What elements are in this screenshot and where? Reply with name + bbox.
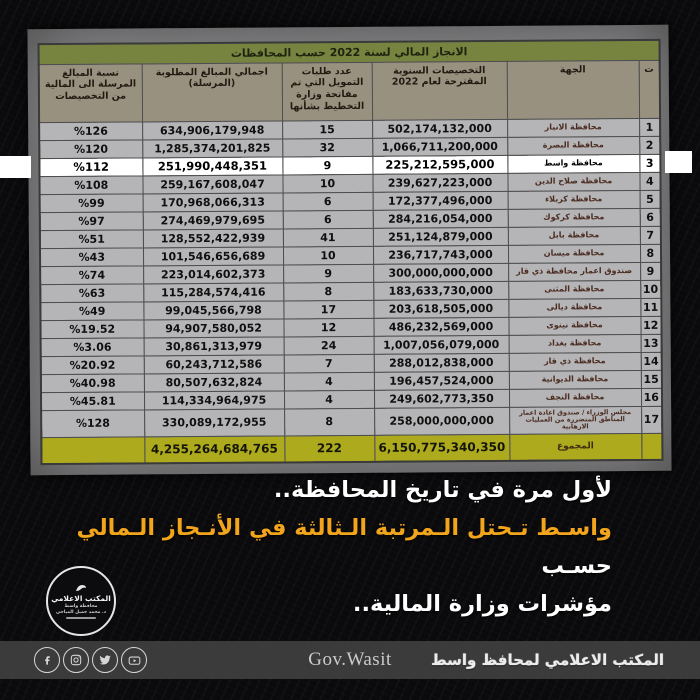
cell-entity: محافظة بابل	[508, 226, 640, 245]
cell-annual: 502,174,132,000	[372, 119, 507, 138]
cell-entity: محافظة كربلاء	[508, 190, 640, 209]
caption-line-2-rest: حسـب	[541, 553, 612, 579]
cell-sent: 30,861,313,979	[144, 336, 284, 355]
col-header-no: ت	[639, 60, 660, 118]
total-label: المجموع	[509, 433, 641, 461]
cell-entity: محافظة ذي قار	[509, 352, 641, 371]
cell-sent: 115,284,574,416	[143, 282, 283, 301]
col-header-requests: عدد طلبات التمويل التي تم مفاتحة وزارة التخطيط بشأنها	[282, 62, 372, 121]
cell-entity: محافظة النجف	[509, 388, 641, 407]
table-body	[39, 118, 662, 437]
cell-sent: 101,546,656,689	[143, 246, 283, 265]
cell-pct: %97	[40, 211, 143, 230]
cell-no: 2	[639, 136, 660, 154]
table-photo	[27, 25, 671, 475]
cell-requests: 6	[283, 210, 373, 229]
cell-requests: 41	[283, 228, 373, 247]
cell-pct: %45.81	[41, 391, 144, 410]
caption-line-1: لأول مرة في تاريخ المحافظة..	[273, 477, 612, 503]
cell-requests: 10	[282, 174, 372, 193]
cell-sent: 99,045,566,798	[143, 300, 283, 319]
cell-annual: 300,000,000,000	[373, 263, 508, 282]
cell-requests: 4	[284, 372, 374, 391]
total-annual: 6,150,775,340,350	[374, 434, 509, 462]
total-pct	[41, 436, 144, 464]
cell-entity: صندوق اعمار محافظة ذي قار	[508, 262, 640, 281]
cell-annual: 1,066,711,200,000	[372, 137, 507, 156]
cell-pct: %128	[41, 409, 144, 437]
table-title: الانجاز المالي لسنة 2022 حسب المحافظات	[39, 40, 660, 64]
cell-pct: %120	[39, 139, 142, 158]
cell-pct: %20.92	[41, 355, 144, 374]
cell-annual: 251,124,879,000	[373, 227, 508, 246]
cell-requests: 6	[283, 192, 373, 211]
cell-no: 10	[640, 280, 661, 298]
cell-entity: محافظة الديوانية	[509, 370, 641, 389]
cell-entity: محافظة نينوى	[508, 316, 640, 335]
table-row	[41, 406, 662, 437]
cell-annual: 249,602,773,350	[374, 389, 509, 408]
cell-annual: 236,717,743,000	[373, 245, 508, 264]
cell-requests: 9	[282, 156, 372, 175]
cell-entity: محافظة البصرة	[507, 136, 639, 155]
cell-requests: 32	[282, 138, 372, 157]
cell-no: 9	[640, 262, 661, 280]
cell-no: 6	[640, 208, 661, 226]
cell-pct: %108	[39, 175, 142, 194]
stamp-main-text: المكتب الاعلامي	[51, 594, 111, 603]
cell-sent: 80,507,632,824	[144, 372, 284, 391]
cell-requests: 8	[283, 282, 373, 301]
cell-sent: 60,243,712,586	[144, 354, 284, 373]
cell-sent: 330,089,172,955	[144, 408, 284, 436]
cell-entity: مجلس الوزراء / صندوق اعادة اعمار المناطق المتضررة من العمليات الارهابية	[509, 406, 641, 434]
cell-sent: 1,285,374,201,825	[142, 138, 282, 157]
total-sent: 4,255,264,684,765	[144, 435, 284, 463]
footer-bar	[0, 641, 700, 679]
cell-requests: 24	[284, 336, 374, 355]
cell-pct: %19.52	[40, 319, 143, 338]
col-header-sent: اجمالي المبالغ المطلوبة (المرسلة)	[142, 62, 282, 121]
cell-requests: 9	[283, 264, 373, 283]
stamp-ring	[46, 566, 116, 636]
col-header-entity: الجهة	[507, 60, 639, 119]
cell-sent: 114,334,964,975	[144, 390, 284, 409]
cell-requests: 17	[283, 300, 373, 319]
cell-annual: 183,633,730,000	[373, 281, 508, 300]
caption-line-2-highlight: واسـط تـحتل الـمرتبة الـثالثة في الأنـجاز الـمالي	[76, 515, 612, 541]
cell-sent: 274,469,979,695	[143, 210, 283, 229]
total-cell-no	[641, 433, 662, 460]
cell-entity: محافظة كركوك	[508, 208, 640, 227]
cell-no: 17	[641, 406, 662, 433]
cell-annual: 172,377,496,000	[373, 191, 508, 210]
cell-annual: 486,232,569,000	[373, 317, 508, 336]
cell-no: 1	[639, 118, 660, 136]
cell-pct: %126	[39, 121, 142, 140]
table-header-row	[39, 60, 660, 122]
cell-no: 13	[641, 334, 662, 352]
cell-sent: 251,990,448,351	[142, 156, 282, 175]
cell-pct: %74	[40, 265, 143, 284]
cell-annual: 239,627,223,000	[372, 173, 507, 192]
cell-no: 15	[641, 370, 662, 388]
cell-sent: 634,906,179,948	[142, 120, 282, 139]
cell-no: 7	[640, 226, 661, 244]
cell-no: 11	[640, 298, 661, 316]
cell-annual: 196,457,524,000	[374, 371, 509, 390]
cell-requests: 8	[284, 408, 374, 436]
cell-pct: %43	[40, 247, 143, 266]
col-header-pct: نسبة المبالغ المرسلة الى المالية من التخصيصات	[39, 63, 142, 122]
cell-sent: 170,968,066,313	[143, 192, 283, 211]
stamp-sub-text-2: د. محمد جميل المياحي	[55, 610, 107, 615]
media-office-stamp	[46, 566, 118, 638]
account-handle: Gov.Wasit	[308, 649, 392, 670]
cell-pct: %99	[40, 193, 143, 212]
col-header-annual: التخصيصات السنوية المقترحة لعام 2022	[372, 61, 507, 120]
cell-annual: 225,212,595,000	[372, 155, 507, 174]
cell-sent: 223,014,602,373	[143, 264, 283, 283]
media-office-calligraphy: المكتب الاعلامي لمحافظ واسط	[431, 651, 664, 669]
cell-sent: 259,167,608,047	[142, 174, 282, 193]
cell-requests: 4	[284, 390, 374, 409]
financial-table	[38, 39, 664, 465]
cell-entity: محافظة المثنى	[508, 280, 640, 299]
cell-annual: 258,000,000,000	[374, 407, 509, 435]
cell-requests: 12	[283, 318, 373, 337]
cell-annual: 284,216,054,000	[373, 209, 508, 228]
cell-pct: %51	[40, 229, 143, 248]
cell-no: 4	[639, 172, 660, 190]
cell-requests: 7	[284, 354, 374, 373]
total-row	[41, 433, 662, 464]
cell-no: 16	[641, 388, 662, 406]
total-requests: 222	[284, 435, 374, 463]
cell-entity: محافظة ديالى	[508, 298, 640, 317]
cell-entity: محافظة الانبار	[507, 118, 639, 137]
highlight-strip-right	[665, 151, 692, 173]
cell-requests: 15	[282, 120, 372, 139]
cell-sent: 128,552,422,939	[143, 228, 283, 247]
cell-entity: محافظة صلاح الدين	[507, 172, 639, 191]
highlight-strip-left	[0, 156, 31, 178]
cell-annual: 1,007,056,079,000	[374, 335, 509, 354]
cell-requests: 10	[283, 246, 373, 265]
cell-pct: %3.06	[41, 337, 144, 356]
stamp-micro-line	[66, 617, 96, 619]
cell-entity: محافظة ميسان	[508, 244, 640, 263]
cell-entity: محافظة بغداد	[509, 334, 641, 353]
cell-sent: 94,907,580,052	[143, 318, 283, 337]
cell-no: 5	[640, 190, 661, 208]
cell-entity: محافظة واسط	[507, 154, 639, 173]
cell-annual: 203,618,505,000	[373, 299, 508, 318]
cell-no: 8	[640, 244, 661, 262]
cell-no: 12	[640, 316, 661, 334]
cell-pct: %63	[40, 283, 143, 302]
stamp-emblem-icon	[74, 583, 88, 593]
cell-no: 14	[641, 352, 662, 370]
financial-table-wrap	[36, 39, 664, 465]
cell-annual: 288,012,838,000	[374, 353, 509, 372]
cell-pct: %112	[39, 157, 142, 176]
cell-no: 3	[639, 154, 660, 172]
caption-line-3: مؤشرات وزارة المالية..	[352, 591, 612, 617]
cell-pct: %40.98	[41, 373, 144, 392]
cell-pct: %49	[40, 301, 143, 320]
stamp-sub-text-1: محافظة واسط	[64, 604, 98, 609]
